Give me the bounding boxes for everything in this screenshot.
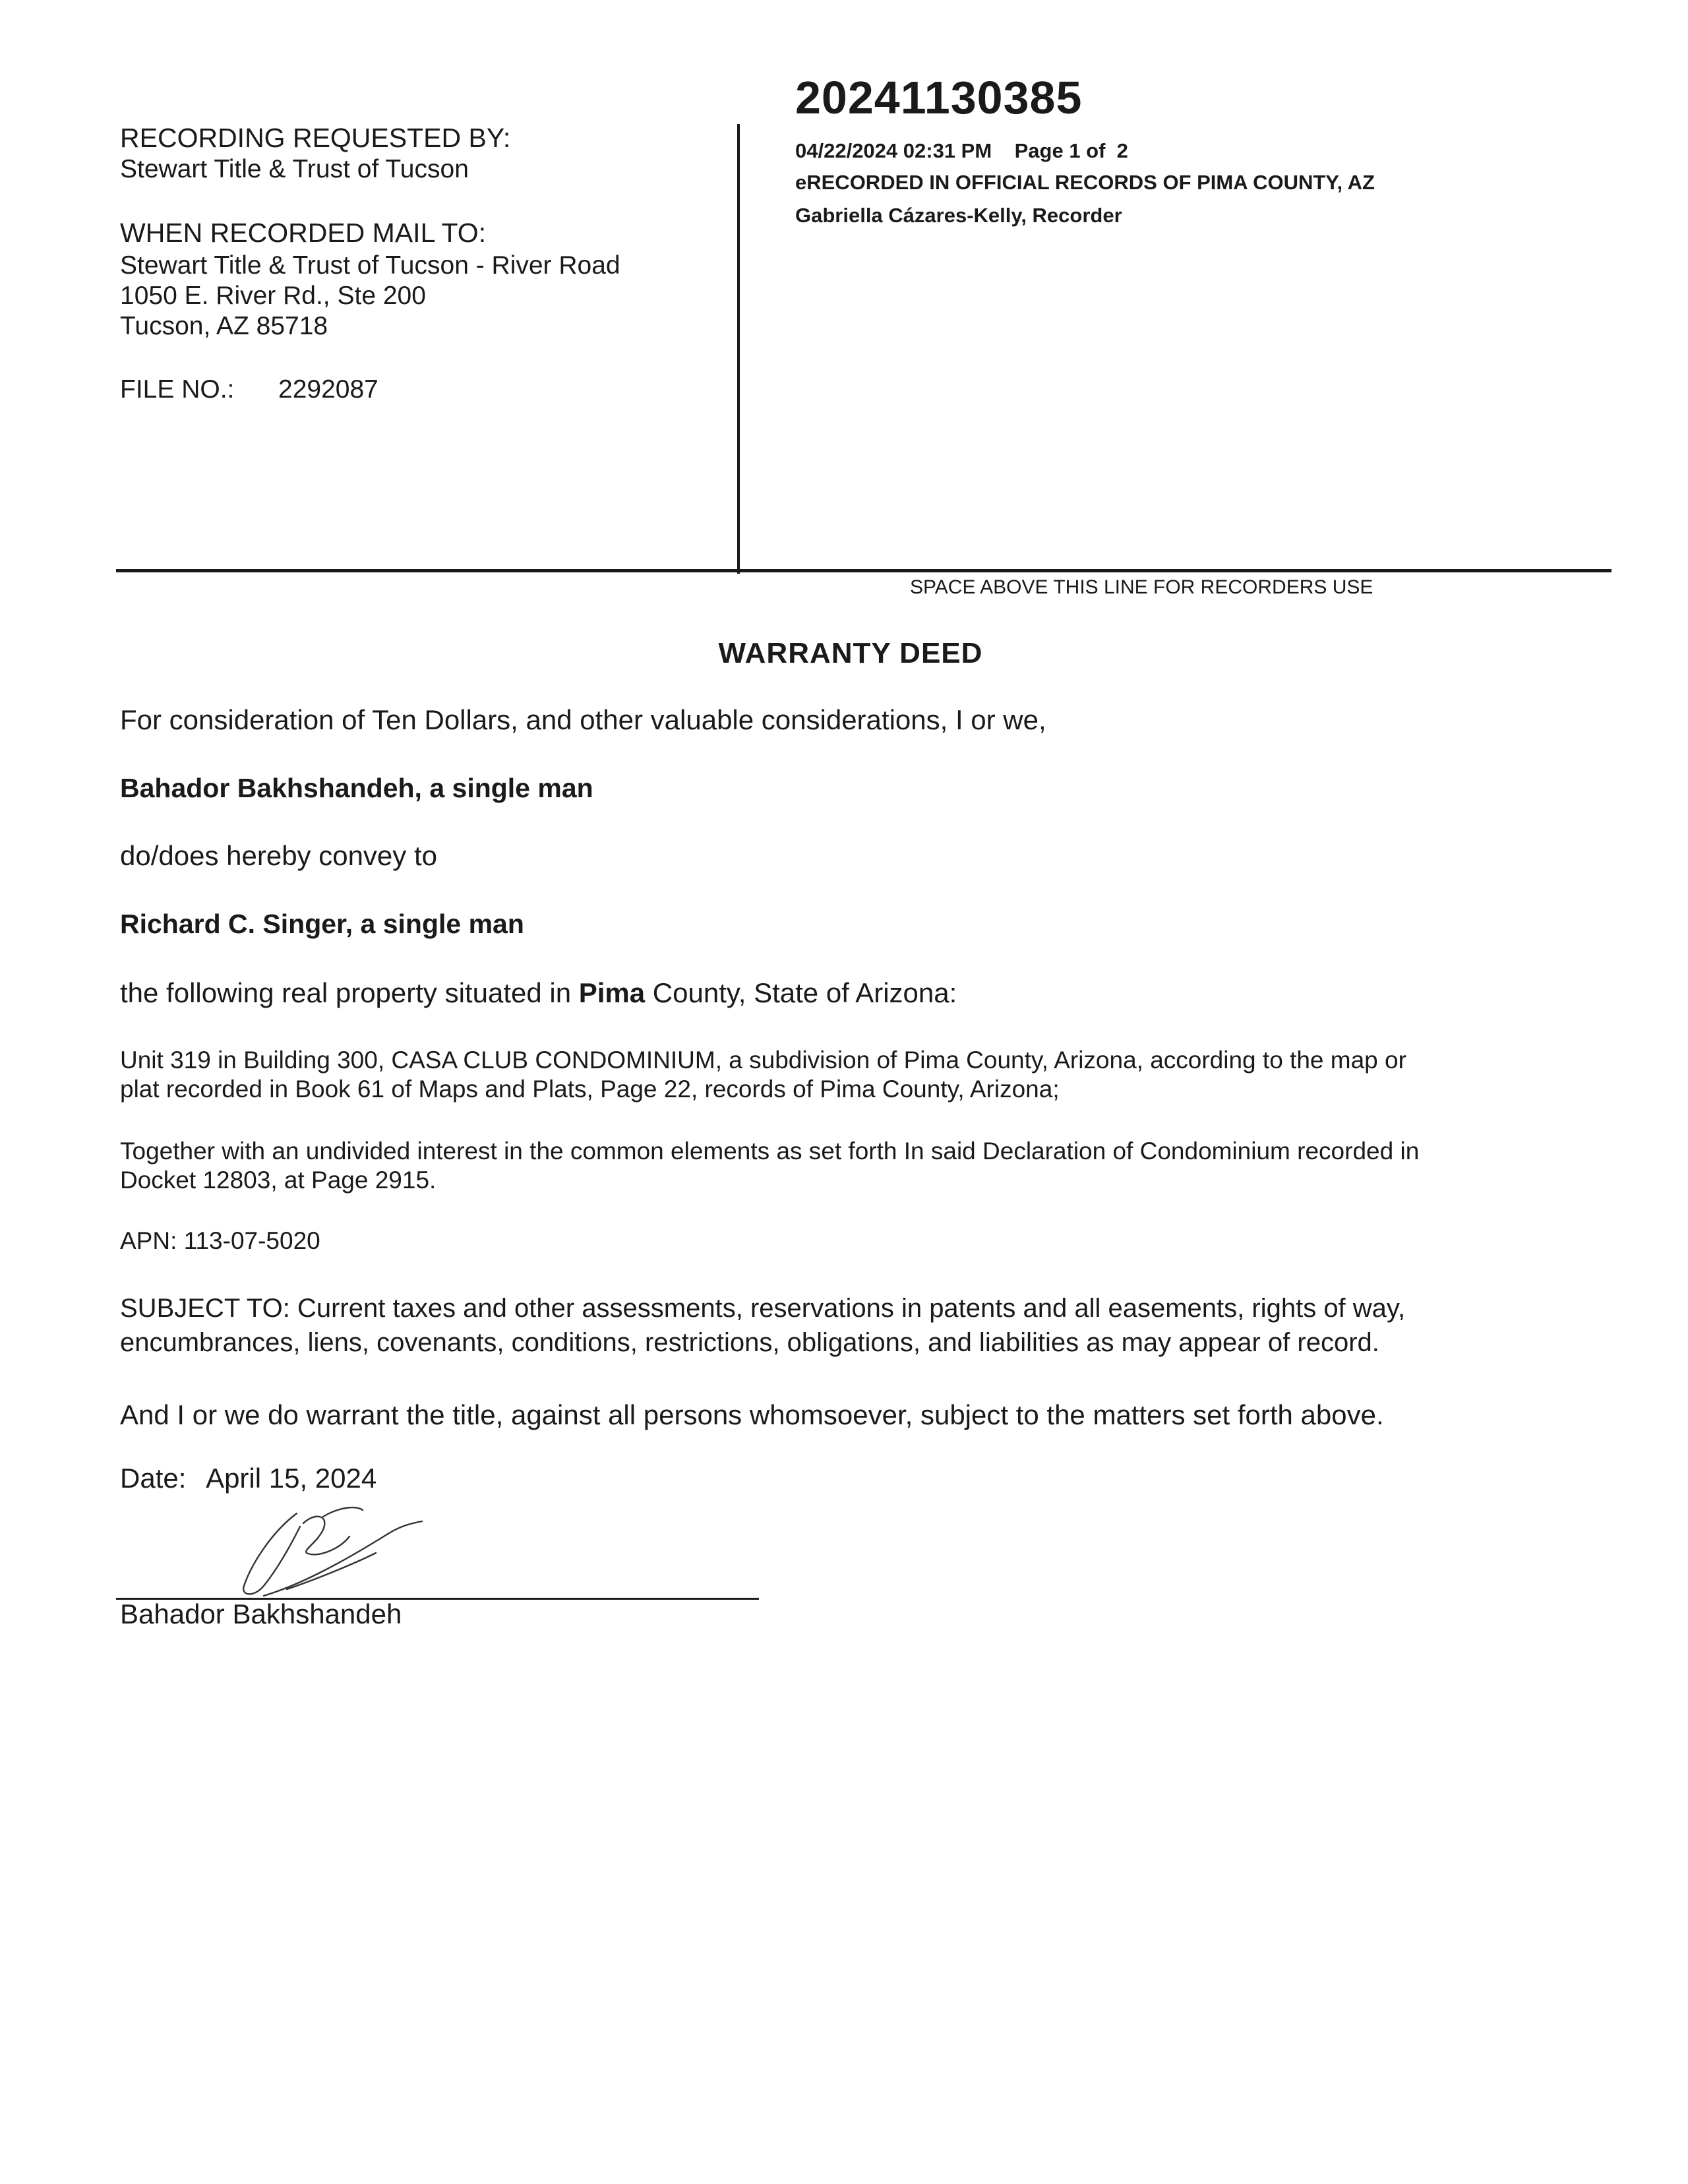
mail-to-address-line2: Tucson, AZ 85718	[120, 312, 328, 340]
file-no-label: FILE NO.:	[120, 375, 235, 404]
subject-to-line2: encumbrances, liens, covenants, conditions, restrictions, obligations, and liabilities as may appear of record.	[120, 1328, 1379, 1357]
document-title: WARRANTY DEED	[718, 637, 983, 669]
property-intro-suffix: County, State of Arizona:	[645, 977, 957, 1008]
recording-requested-label: RECORDING REQUESTED BY:	[120, 123, 511, 153]
recorded-datetime-line: 04/22/2024 02:31 PM Page 1 of 2	[795, 139, 1128, 162]
legal-description-line1: Unit 319 in Building 300, CASA CLUB CONDOMINIUM, a subdivision of Pima County, Arizona, according to the map or	[120, 1046, 1406, 1074]
recording-requested-by: Stewart Title & Trust of Tucson	[120, 155, 469, 183]
legal-description-line2: plat recorded in Book 61 of Maps and Plats, Page 22, records of Pima County, Arizona;	[120, 1076, 1060, 1103]
grantor-name: Bahador Bakhshandeh, a single man	[120, 773, 593, 803]
file-no-value: 2292087	[278, 375, 378, 404]
mail-to-address-line1: 1050 E. River Rd., Ste 200	[120, 282, 426, 310]
mail-to-label: WHEN RECORDED MAIL TO:	[120, 218, 487, 248]
warrant-text: And I or we do warrant the title, against all persons whomsoever, subject to the matters set forth above.	[120, 1399, 1384, 1430]
common-elements-line2: Docket 12803, at Page 2915.	[120, 1167, 437, 1194]
date-label: Date:	[120, 1463, 187, 1494]
common-elements-line1: Together with an undivided interest in the common elements as set forth In said Declaration of Condominium recorded in	[120, 1138, 1420, 1165]
signer-name: Bahador Bakhshandeh	[120, 1598, 402, 1629]
header-vertical-divider	[737, 124, 740, 574]
date-value: April 15, 2024	[206, 1463, 377, 1494]
recorders-use-label: SPACE ABOVE THIS LINE FOR RECORDERS USE	[910, 576, 1373, 598]
property-intro-prefix: the following real property situated in	[120, 977, 579, 1008]
apn-number: APN: 113-07-5020	[120, 1227, 320, 1254]
consideration-text: For consideration of Ten Dollars, and other valuable considerations, I or we,	[120, 704, 1046, 735]
recorders-use-rule	[116, 569, 1612, 572]
convey-text: do/does hereby convey to	[120, 840, 437, 871]
signature-drawing	[224, 1487, 435, 1606]
mail-to-name: Stewart Title & Trust of Tucson - River Road	[120, 251, 620, 280]
official-records-line: eRECORDED IN OFFICIAL RECORDS OF PIMA COUNTY, AZ	[795, 171, 1375, 194]
property-intro	[120, 977, 957, 1009]
subject-to-line1: SUBJECT TO: Current taxes and other assessments, reservations in patents and all easements, rights of way,	[120, 1294, 1406, 1323]
grantee-name: Richard C. Singer, a single man	[120, 909, 524, 939]
recorder-line: Gabriella Cázares-Kelly, Recorder	[795, 204, 1122, 227]
record-number: 20241130385	[795, 72, 1083, 123]
property-county: Pima	[578, 977, 646, 1008]
